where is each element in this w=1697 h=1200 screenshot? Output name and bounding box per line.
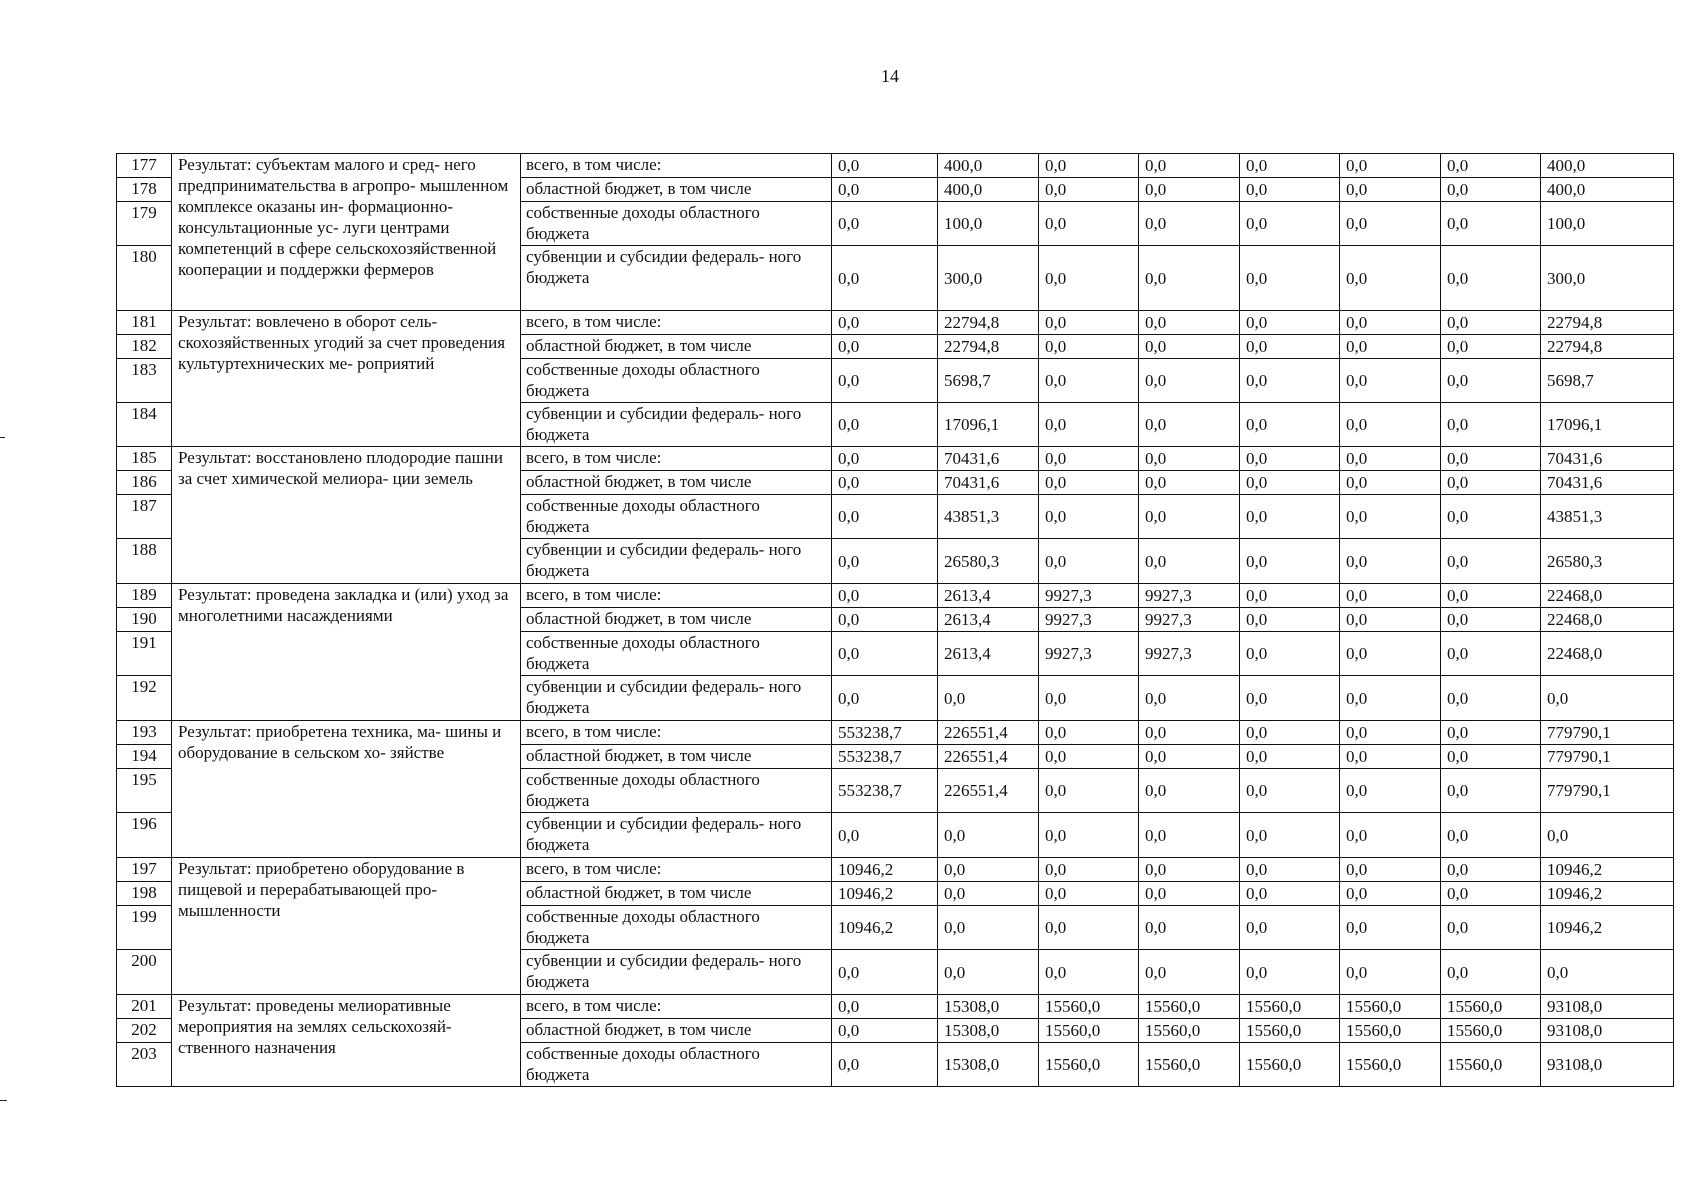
value-cell: 0,0: [1139, 311, 1240, 335]
value-cell: 0,0: [1139, 950, 1240, 995]
row-number: 195: [117, 769, 172, 813]
funding-source-label: субвенции и субсидии федераль- ного бюджета: [521, 246, 832, 311]
value-cell: 15308,0: [938, 1019, 1039, 1043]
table-row: [117, 995, 1674, 1019]
total-value-cell: 779790,1: [1541, 721, 1674, 745]
total-value-cell: 400,0: [1541, 154, 1674, 178]
value-cell: 0,0: [1441, 676, 1541, 721]
value-cell: 226551,4: [938, 745, 1039, 769]
value-cell: 0,0: [1240, 178, 1340, 202]
value-cell: 70431,6: [938, 471, 1039, 495]
value-cell: 0,0: [1139, 246, 1240, 311]
value-cell: 0,0: [1240, 403, 1340, 447]
table-row: [117, 858, 1674, 882]
value-cell: 0,0: [1139, 882, 1240, 906]
result-description: Результат: проведена закладка и (или) уход за многолетними насаждениями: [172, 584, 521, 721]
total-value-cell: 70431,6: [1541, 447, 1674, 471]
table-row: [117, 447, 1674, 471]
row-number: 192: [117, 676, 172, 721]
total-value-cell: 0,0: [1541, 950, 1674, 995]
total-value-cell: 10946,2: [1541, 906, 1674, 950]
value-cell: 22794,8: [938, 335, 1039, 359]
value-cell: 0,0: [832, 950, 938, 995]
row-number: 200: [117, 950, 172, 995]
value-cell: 0,0: [1441, 882, 1541, 906]
value-cell: 0,0: [1441, 858, 1541, 882]
value-cell: 0,0: [1039, 359, 1139, 403]
table-row: [117, 154, 1674, 178]
table-row: [117, 721, 1674, 745]
value-cell: 0,0: [1441, 246, 1541, 311]
funding-source-label: всего, в том числе:: [521, 447, 832, 471]
value-cell: 0,0: [938, 950, 1039, 995]
funding-source-label: всего, в том числе:: [521, 584, 832, 608]
funding-source-label: собственные доходы областного бюджета: [521, 1043, 832, 1087]
value-cell: 0,0: [832, 1019, 938, 1043]
budget-table: [116, 153, 1674, 1087]
funding-source-label: областной бюджет, в том числе: [521, 471, 832, 495]
value-cell: 0,0: [832, 154, 938, 178]
value-cell: 15560,0: [1240, 1019, 1340, 1043]
value-cell: 0,0: [1039, 745, 1139, 769]
page-number: 14: [881, 66, 899, 86]
value-cell: 0,0: [1039, 202, 1139, 246]
margin-mark: [0, 437, 5, 438]
value-cell: 0,0: [1240, 608, 1340, 632]
value-cell: 0,0: [1441, 721, 1541, 745]
value-cell: 0,0: [1240, 813, 1340, 858]
total-value-cell: 22468,0: [1541, 584, 1674, 608]
funding-source-label: собственные доходы областного бюджета: [521, 202, 832, 246]
value-cell: 0,0: [832, 178, 938, 202]
value-cell: 300,0: [938, 246, 1039, 311]
total-value-cell: 300,0: [1541, 246, 1674, 311]
value-cell: 9927,3: [1039, 632, 1139, 676]
total-value-cell: 22468,0: [1541, 608, 1674, 632]
funding-source-label: всего, в том числе:: [521, 721, 832, 745]
value-cell: 0,0: [1441, 178, 1541, 202]
value-cell: 0,0: [1039, 906, 1139, 950]
value-cell: 0,0: [1139, 676, 1240, 721]
value-cell: 400,0: [938, 154, 1039, 178]
value-cell: 0,0: [1340, 178, 1441, 202]
value-cell: 15560,0: [1039, 995, 1139, 1019]
value-cell: 0,0: [1139, 359, 1240, 403]
row-number: 203: [117, 1043, 172, 1087]
total-value-cell: 10946,2: [1541, 882, 1674, 906]
funding-source-label: областной бюджет, в том числе: [521, 178, 832, 202]
funding-source-label: областной бюджет, в том числе: [521, 882, 832, 906]
total-value-cell: 26580,3: [1541, 539, 1674, 584]
value-cell: 0,0: [1039, 403, 1139, 447]
total-value-cell: 779790,1: [1541, 745, 1674, 769]
total-value-cell: 100,0: [1541, 202, 1674, 246]
value-cell: 0,0: [1139, 154, 1240, 178]
value-cell: 0,0: [938, 882, 1039, 906]
row-number: 189: [117, 584, 172, 608]
value-cell: 0,0: [1441, 359, 1541, 403]
value-cell: 0,0: [1441, 335, 1541, 359]
row-number: 183: [117, 359, 172, 403]
value-cell: 0,0: [1240, 202, 1340, 246]
value-cell: 0,0: [938, 676, 1039, 721]
funding-source-label: собственные доходы областного бюджета: [521, 359, 832, 403]
value-cell: 0,0: [832, 676, 938, 721]
row-number: 178: [117, 178, 172, 202]
value-cell: 226551,4: [938, 721, 1039, 745]
funding-source-label: всего, в том числе:: [521, 154, 832, 178]
value-cell: 0,0: [1441, 539, 1541, 584]
value-cell: 553238,7: [832, 769, 938, 813]
value-cell: 0,0: [1240, 154, 1340, 178]
value-cell: 100,0: [938, 202, 1039, 246]
value-cell: 0,0: [1039, 769, 1139, 813]
value-cell: 22794,8: [938, 311, 1039, 335]
value-cell: 0,0: [1441, 632, 1541, 676]
value-cell: 9927,3: [1039, 608, 1139, 632]
value-cell: 0,0: [1340, 745, 1441, 769]
value-cell: 0,0: [1441, 813, 1541, 858]
total-value-cell: 93108,0: [1541, 1043, 1674, 1087]
value-cell: 0,0: [1039, 447, 1139, 471]
row-number: 182: [117, 335, 172, 359]
table-row: [117, 311, 1674, 335]
value-cell: 0,0: [1441, 608, 1541, 632]
value-cell: 0,0: [1340, 335, 1441, 359]
value-cell: 26580,3: [938, 539, 1039, 584]
value-cell: 0,0: [1240, 950, 1340, 995]
value-cell: 0,0: [1240, 745, 1340, 769]
value-cell: 0,0: [1139, 447, 1240, 471]
value-cell: 0,0: [832, 335, 938, 359]
value-cell: 0,0: [1039, 471, 1139, 495]
value-cell: 0,0: [1039, 539, 1139, 584]
value-cell: 0,0: [1139, 745, 1240, 769]
value-cell: 15560,0: [1240, 1043, 1340, 1087]
row-number: 181: [117, 311, 172, 335]
value-cell: 553238,7: [832, 745, 938, 769]
value-cell: 5698,7: [938, 359, 1039, 403]
value-cell: 0,0: [1340, 813, 1441, 858]
value-cell: 0,0: [1039, 311, 1139, 335]
value-cell: 15560,0: [1441, 1043, 1541, 1087]
row-number: 180: [117, 246, 172, 311]
row-number: 188: [117, 539, 172, 584]
row-number: 186: [117, 471, 172, 495]
value-cell: 10946,2: [832, 882, 938, 906]
value-cell: 0,0: [832, 311, 938, 335]
funding-source-label: субвенции и субсидии федераль- ного бюджета: [521, 950, 832, 995]
value-cell: 0,0: [1240, 906, 1340, 950]
value-cell: 17096,1: [938, 403, 1039, 447]
value-cell: 0,0: [1340, 246, 1441, 311]
total-value-cell: 10946,2: [1541, 858, 1674, 882]
value-cell: 0,0: [832, 495, 938, 539]
value-cell: 15560,0: [1441, 995, 1541, 1019]
result-description: Результат: вовлечено в оборот сель- скохозяйственных угодий за счет проведения культуртехнических ме- роприятий: [172, 311, 521, 447]
value-cell: 0,0: [1441, 769, 1541, 813]
value-cell: 0,0: [1240, 769, 1340, 813]
value-cell: 0,0: [1139, 178, 1240, 202]
value-cell: 2613,4: [938, 632, 1039, 676]
result-description: Результат: приобретено оборудование в пищевой и перерабатывающей про- мышленности: [172, 858, 521, 995]
funding-source-label: областной бюджет, в том числе: [521, 745, 832, 769]
value-cell: 0,0: [1139, 721, 1240, 745]
value-cell: 15560,0: [1340, 1043, 1441, 1087]
value-cell: 2613,4: [938, 608, 1039, 632]
total-value-cell: 779790,1: [1541, 769, 1674, 813]
value-cell: 0,0: [1441, 495, 1541, 539]
value-cell: 0,0: [1441, 745, 1541, 769]
row-number: 185: [117, 447, 172, 471]
value-cell: 15308,0: [938, 1043, 1039, 1087]
value-cell: 0,0: [1340, 950, 1441, 995]
value-cell: 0,0: [1340, 471, 1441, 495]
value-cell: 0,0: [1139, 813, 1240, 858]
row-number: 201: [117, 995, 172, 1019]
value-cell: 0,0: [1039, 246, 1139, 311]
value-cell: 0,0: [1441, 403, 1541, 447]
value-cell: 0,0: [1039, 335, 1139, 359]
value-cell: 15560,0: [1340, 1019, 1441, 1043]
value-cell: 9927,3: [1139, 584, 1240, 608]
value-cell: 0,0: [1340, 882, 1441, 906]
funding-source-label: всего, в том числе:: [521, 858, 832, 882]
total-value-cell: 70431,6: [1541, 471, 1674, 495]
value-cell: 15560,0: [1039, 1019, 1139, 1043]
table-body: [117, 154, 1674, 1087]
row-number: 199: [117, 906, 172, 950]
value-cell: 0,0: [1441, 202, 1541, 246]
value-cell: 0,0: [938, 858, 1039, 882]
funding-source-label: собственные доходы областного бюджета: [521, 495, 832, 539]
value-cell: 15560,0: [1139, 995, 1240, 1019]
funding-source-label: собственные доходы областного бюджета: [521, 906, 832, 950]
value-cell: 15560,0: [1441, 1019, 1541, 1043]
value-cell: 0,0: [938, 813, 1039, 858]
value-cell: 0,0: [1039, 721, 1139, 745]
value-cell: 553238,7: [832, 721, 938, 745]
value-cell: 0,0: [1240, 539, 1340, 584]
value-cell: 0,0: [1240, 632, 1340, 676]
value-cell: 15560,0: [1139, 1043, 1240, 1087]
value-cell: 0,0: [1039, 882, 1139, 906]
value-cell: 9927,3: [1139, 632, 1240, 676]
value-cell: 0,0: [1441, 584, 1541, 608]
total-value-cell: 0,0: [1541, 676, 1674, 721]
row-number: 190: [117, 608, 172, 632]
value-cell: 0,0: [1340, 584, 1441, 608]
value-cell: 0,0: [1039, 813, 1139, 858]
value-cell: 0,0: [832, 403, 938, 447]
total-value-cell: 93108,0: [1541, 995, 1674, 1019]
value-cell: 15560,0: [1240, 995, 1340, 1019]
value-cell: 0,0: [1240, 584, 1340, 608]
value-cell: 0,0: [1441, 447, 1541, 471]
value-cell: 0,0: [1340, 359, 1441, 403]
value-cell: 0,0: [1340, 154, 1441, 178]
row-number: 202: [117, 1019, 172, 1043]
value-cell: 0,0: [1039, 178, 1139, 202]
row-number: 184: [117, 403, 172, 447]
funding-source-label: областной бюджет, в том числе: [521, 1019, 832, 1043]
value-cell: 2613,4: [938, 584, 1039, 608]
funding-source-label: областной бюджет, в том числе: [521, 608, 832, 632]
result-description: Результат: восстановлено плодородие пашни за счет химической мелиора- ции земель: [172, 447, 521, 584]
row-number: 179: [117, 202, 172, 246]
value-cell: 15560,0: [1039, 1043, 1139, 1087]
funding-source-label: субвенции и субсидии федераль- ного бюджета: [521, 676, 832, 721]
value-cell: 0,0: [832, 471, 938, 495]
value-cell: 0,0: [1039, 154, 1139, 178]
total-value-cell: 22794,8: [1541, 311, 1674, 335]
total-value-cell: 5698,7: [1541, 359, 1674, 403]
value-cell: 0,0: [832, 632, 938, 676]
row-number: 196: [117, 813, 172, 858]
funding-source-label: собственные доходы областного бюджета: [521, 632, 832, 676]
row-number: 191: [117, 632, 172, 676]
value-cell: 0,0: [1139, 202, 1240, 246]
value-cell: 0,0: [1340, 721, 1441, 745]
value-cell: 0,0: [832, 539, 938, 584]
value-cell: 0,0: [832, 1043, 938, 1087]
value-cell: 0,0: [1441, 311, 1541, 335]
funding-source-label: субвенции и субсидии федераль- ного бюджета: [521, 539, 832, 584]
value-cell: 15560,0: [1139, 1019, 1240, 1043]
value-cell: 226551,4: [938, 769, 1039, 813]
value-cell: 0,0: [1340, 906, 1441, 950]
value-cell: 0,0: [1240, 721, 1340, 745]
row-number: 193: [117, 721, 172, 745]
value-cell: 15308,0: [938, 995, 1039, 1019]
value-cell: 0,0: [1240, 676, 1340, 721]
value-cell: 0,0: [1340, 769, 1441, 813]
value-cell: 43851,3: [938, 495, 1039, 539]
total-value-cell: 400,0: [1541, 178, 1674, 202]
value-cell: 0,0: [1139, 539, 1240, 584]
value-cell: 0,0: [1139, 858, 1240, 882]
value-cell: 0,0: [1139, 495, 1240, 539]
value-cell: 0,0: [832, 202, 938, 246]
total-value-cell: 22794,8: [1541, 335, 1674, 359]
value-cell: 0,0: [1340, 447, 1441, 471]
margin-mark: [0, 1100, 7, 1101]
value-cell: 0,0: [1441, 471, 1541, 495]
value-cell: 15560,0: [1340, 995, 1441, 1019]
funding-source-label: всего, в том числе:: [521, 311, 832, 335]
row-number: 198: [117, 882, 172, 906]
value-cell: 0,0: [832, 608, 938, 632]
value-cell: 0,0: [1441, 950, 1541, 995]
value-cell: 10946,2: [832, 858, 938, 882]
funding-source-label: всего, в том числе:: [521, 995, 832, 1019]
value-cell: 9927,3: [1039, 584, 1139, 608]
value-cell: 0,0: [1340, 202, 1441, 246]
result-description: Результат: проведены мелиоративные мероприятия на землях сельскохозяй- ственного назначения: [172, 995, 521, 1087]
value-cell: 0,0: [832, 246, 938, 311]
value-cell: 0,0: [1240, 359, 1340, 403]
funding-source-label: субвенции и субсидии федераль- ного бюджета: [521, 813, 832, 858]
value-cell: 0,0: [832, 995, 938, 1019]
value-cell: 400,0: [938, 178, 1039, 202]
total-value-cell: 17096,1: [1541, 403, 1674, 447]
value-cell: 0,0: [1240, 471, 1340, 495]
table-row: [117, 584, 1674, 608]
value-cell: 0,0: [1340, 403, 1441, 447]
value-cell: 0,0: [1340, 539, 1441, 584]
result-description: Результат: субъектам малого и сред- него предпринимательства в агропро- мышленном комплексе оказаны ин- формационно-консультационные ус- луги центрами компетенций в сфере сельскохозяйственной кооперации и поддержки фермеров: [172, 154, 521, 311]
value-cell: 0,0: [1039, 950, 1139, 995]
result-description: Результат: приобретена техника, ма- шины и оборудование в сельском хо- зяйстве: [172, 721, 521, 858]
value-cell: 0,0: [1240, 447, 1340, 471]
value-cell: 0,0: [1139, 471, 1240, 495]
value-cell: 0,0: [1139, 906, 1240, 950]
row-number: 197: [117, 858, 172, 882]
value-cell: 0,0: [1240, 246, 1340, 311]
value-cell: 0,0: [1340, 632, 1441, 676]
value-cell: 0,0: [1039, 676, 1139, 721]
value-cell: 0,0: [1139, 769, 1240, 813]
value-cell: 0,0: [1240, 882, 1340, 906]
value-cell: 0,0: [832, 359, 938, 403]
value-cell: 0,0: [1240, 311, 1340, 335]
value-cell: 0,0: [1240, 495, 1340, 539]
value-cell: 0,0: [1340, 495, 1441, 539]
value-cell: 0,0: [1441, 906, 1541, 950]
total-value-cell: 93108,0: [1541, 1019, 1674, 1043]
value-cell: 0,0: [1039, 858, 1139, 882]
value-cell: 0,0: [1240, 858, 1340, 882]
row-number: 187: [117, 495, 172, 539]
total-value-cell: 22468,0: [1541, 632, 1674, 676]
value-cell: 70431,6: [938, 447, 1039, 471]
value-cell: 0,0: [1240, 335, 1340, 359]
value-cell: 0,0: [1139, 403, 1240, 447]
value-cell: 0,0: [1340, 608, 1441, 632]
value-cell: 0,0: [832, 584, 938, 608]
funding-source-label: областной бюджет, в том числе: [521, 335, 832, 359]
value-cell: 0,0: [938, 906, 1039, 950]
row-number: 194: [117, 745, 172, 769]
row-number: 177: [117, 154, 172, 178]
value-cell: 0,0: [1340, 858, 1441, 882]
value-cell: 0,0: [1441, 154, 1541, 178]
value-cell: 0,0: [1039, 495, 1139, 539]
total-value-cell: 0,0: [1541, 813, 1674, 858]
value-cell: 0,0: [832, 447, 938, 471]
value-cell: 0,0: [1340, 676, 1441, 721]
value-cell: 0,0: [832, 813, 938, 858]
value-cell: 10946,2: [832, 906, 938, 950]
value-cell: 0,0: [1340, 311, 1441, 335]
value-cell: 0,0: [1139, 335, 1240, 359]
funding-source-label: субвенции и субсидии федераль- ного бюджета: [521, 403, 832, 447]
funding-source-label: собственные доходы областного бюджета: [521, 769, 832, 813]
total-value-cell: 43851,3: [1541, 495, 1674, 539]
value-cell: 9927,3: [1139, 608, 1240, 632]
